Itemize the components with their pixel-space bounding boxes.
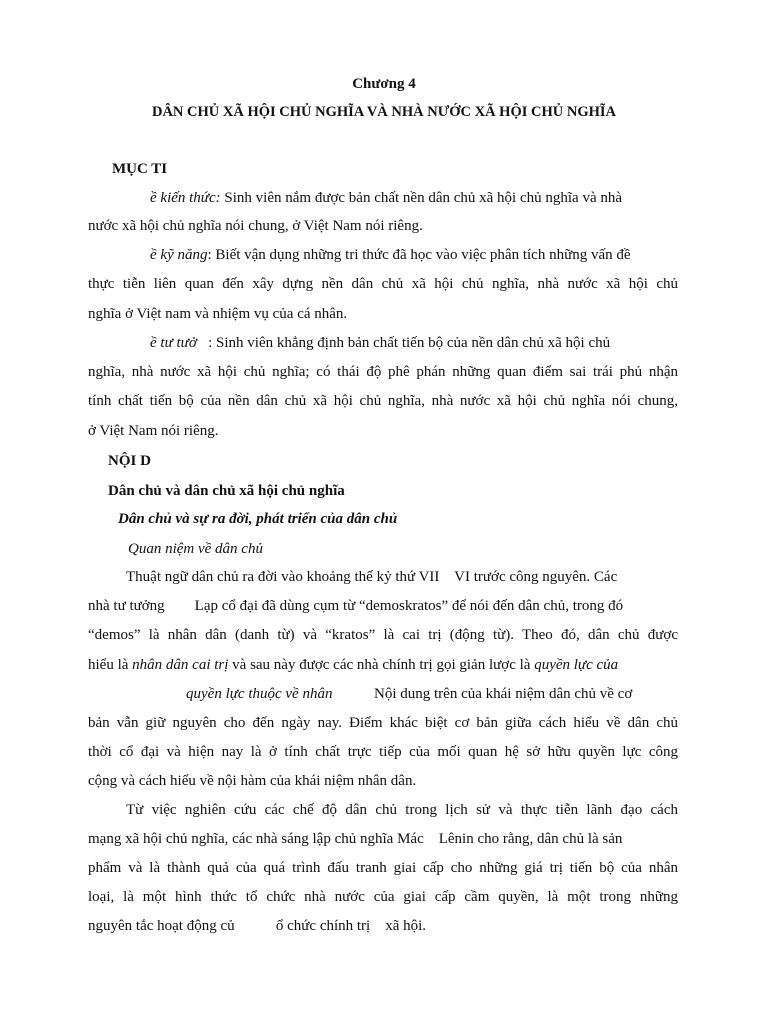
objective-skill-line-1 xyxy=(150,245,678,265)
objective-skill-line-2: thực tiễn liên quan đến xây dựng nền dân chủ xã hội chủ nghĩa, nhà nước xã hội chủ xyxy=(88,276,678,292)
chapter-title: DÂN CHỦ XÃ HỘI CHỦ NGHĨA VÀ NHÀ NƯỚC XÃ HỘI CHỦ NGHĨA xyxy=(151,104,616,120)
paragraph-1-line-3: “demos” là nhân dân (danh từ) và “kratos” là cai trị (động từ). Theo đó, dân chủ được xyxy=(88,627,678,643)
chapter-number: Chương 4 xyxy=(352,76,416,92)
paragraph-1-line-2: nhà tư tưởng Lạp cổ đại đã dùng cụm từ “demoskratos” để nói đến dân chủ, trong đó xyxy=(88,598,624,614)
objective-thought-line-2: nghĩa, nhà nước xã hội chủ nghĩa; có thái độ phê phán những quan điểm sai trái phủ nhận xyxy=(88,364,678,380)
objective-knowledge-line-1 xyxy=(150,188,678,208)
objective-thought-line-1 xyxy=(150,333,678,353)
paragraph-1-line-4 xyxy=(88,655,678,675)
paragraph-2-line-5: nguyên tắc hoạt động củ ổ chức chính trị xã hội. xyxy=(88,918,427,934)
emphasis-power-of: quyền lực của xyxy=(534,657,619,673)
paragraph-1-line-1: Thuật ngữ dân chủ ra đời vào khoảng thế kỷ thứ VII VI trước công nguyên. Các xyxy=(126,569,618,585)
subsubsection-heading-1: Quan niệm về dân chủ xyxy=(128,541,263,557)
paragraph-1-text: hiểu là xyxy=(88,657,133,673)
objective-skill-line-3: nghĩa ở Việt nam và nhiệm vụ của cá nhân. xyxy=(88,306,348,322)
subsection-heading-1: Dân chủ và sự ra đời, phát triển của dân chủ xyxy=(118,511,398,527)
paragraph-2-line-4: loại, là một hình thức tổ chức nhà nước của giai cấp cầm quyền, là một trong những xyxy=(88,889,678,905)
paragraph-2-line-1: Từ việc nghiên cứu các chế độ dân chủ trong lịch sử và thực tiễn lãnh đạo cách xyxy=(126,802,678,818)
paragraph-2-line-3: phẩm và là thành quả của quá trình đấu tranh giai cấp cho những giá trị tiến bộ của nhân xyxy=(88,860,678,876)
paragraph-1-text: và sau này được các nhà chính trị gọi giản lược là xyxy=(228,657,535,673)
objective-thought-line-4: ở Việt Nam nói riêng. xyxy=(88,423,219,439)
emphasis-power-belongs: quyền lực thuộc về nhân xyxy=(186,686,333,702)
paragraph-1-line-8: cộng và cách hiểu về nội hàm của khái niệm nhân dân. xyxy=(88,773,417,789)
objective-knowledge-label: ề kiến thức: xyxy=(150,190,221,206)
objective-knowledge-text: Sinh viên nắm được bản chất nền dân chủ xã hội chủ nghĩa và nhà xyxy=(220,190,623,206)
objective-knowledge-line-2: nước xã hội chủ nghĩa nói chung, ở Việt Nam nói riêng. xyxy=(88,218,423,234)
objective-thought-text: : Sinh viên khẳng định bản chất tiến bộ của nền dân chủ xã hội chủ xyxy=(196,335,611,351)
paragraph-2-line-2: mạng xã hội chủ nghĩa, các nhà sáng lập chủ nghĩa Mác Lênin cho rằng, dân chủ là sản xyxy=(88,831,623,847)
objective-skill-text: : Biết vận dụng những tri thức đã học vào việc phân tích những vấn đề xyxy=(207,247,631,263)
objective-thought-label: ề tư tưở xyxy=(150,335,197,351)
paragraph-1-line-6: bản vẫn giữ nguyên cho đến ngày nay. Điểm khác biệt cơ bản giữa cách hiểu về dân chủ xyxy=(88,715,678,731)
paragraph-1-text: Nội dung trên của khái niệm dân chủ về cơ xyxy=(374,686,633,702)
objective-skill-label: ề kỹ năng xyxy=(150,247,208,263)
content-heading: NỘI D xyxy=(108,453,151,469)
paragraph-1-line-7: thời cổ đại và hiện nay là ở tính chất trực tiếp của mối quan hệ sở hữu quyền lực công xyxy=(88,744,678,760)
emphasis-people-rule: nhân dân cai trị xyxy=(132,657,229,673)
section-heading-1: Dân chủ và dân chủ xã hội chủ nghĩa xyxy=(108,483,345,499)
objective-thought-line-3: tính chất tiến bộ của nền dân chủ xã hội chủ nghĩa, nhà nước xã hội chủ nghĩa nói chung, xyxy=(88,393,678,409)
objectives-heading: MỤC TI xyxy=(112,161,168,177)
